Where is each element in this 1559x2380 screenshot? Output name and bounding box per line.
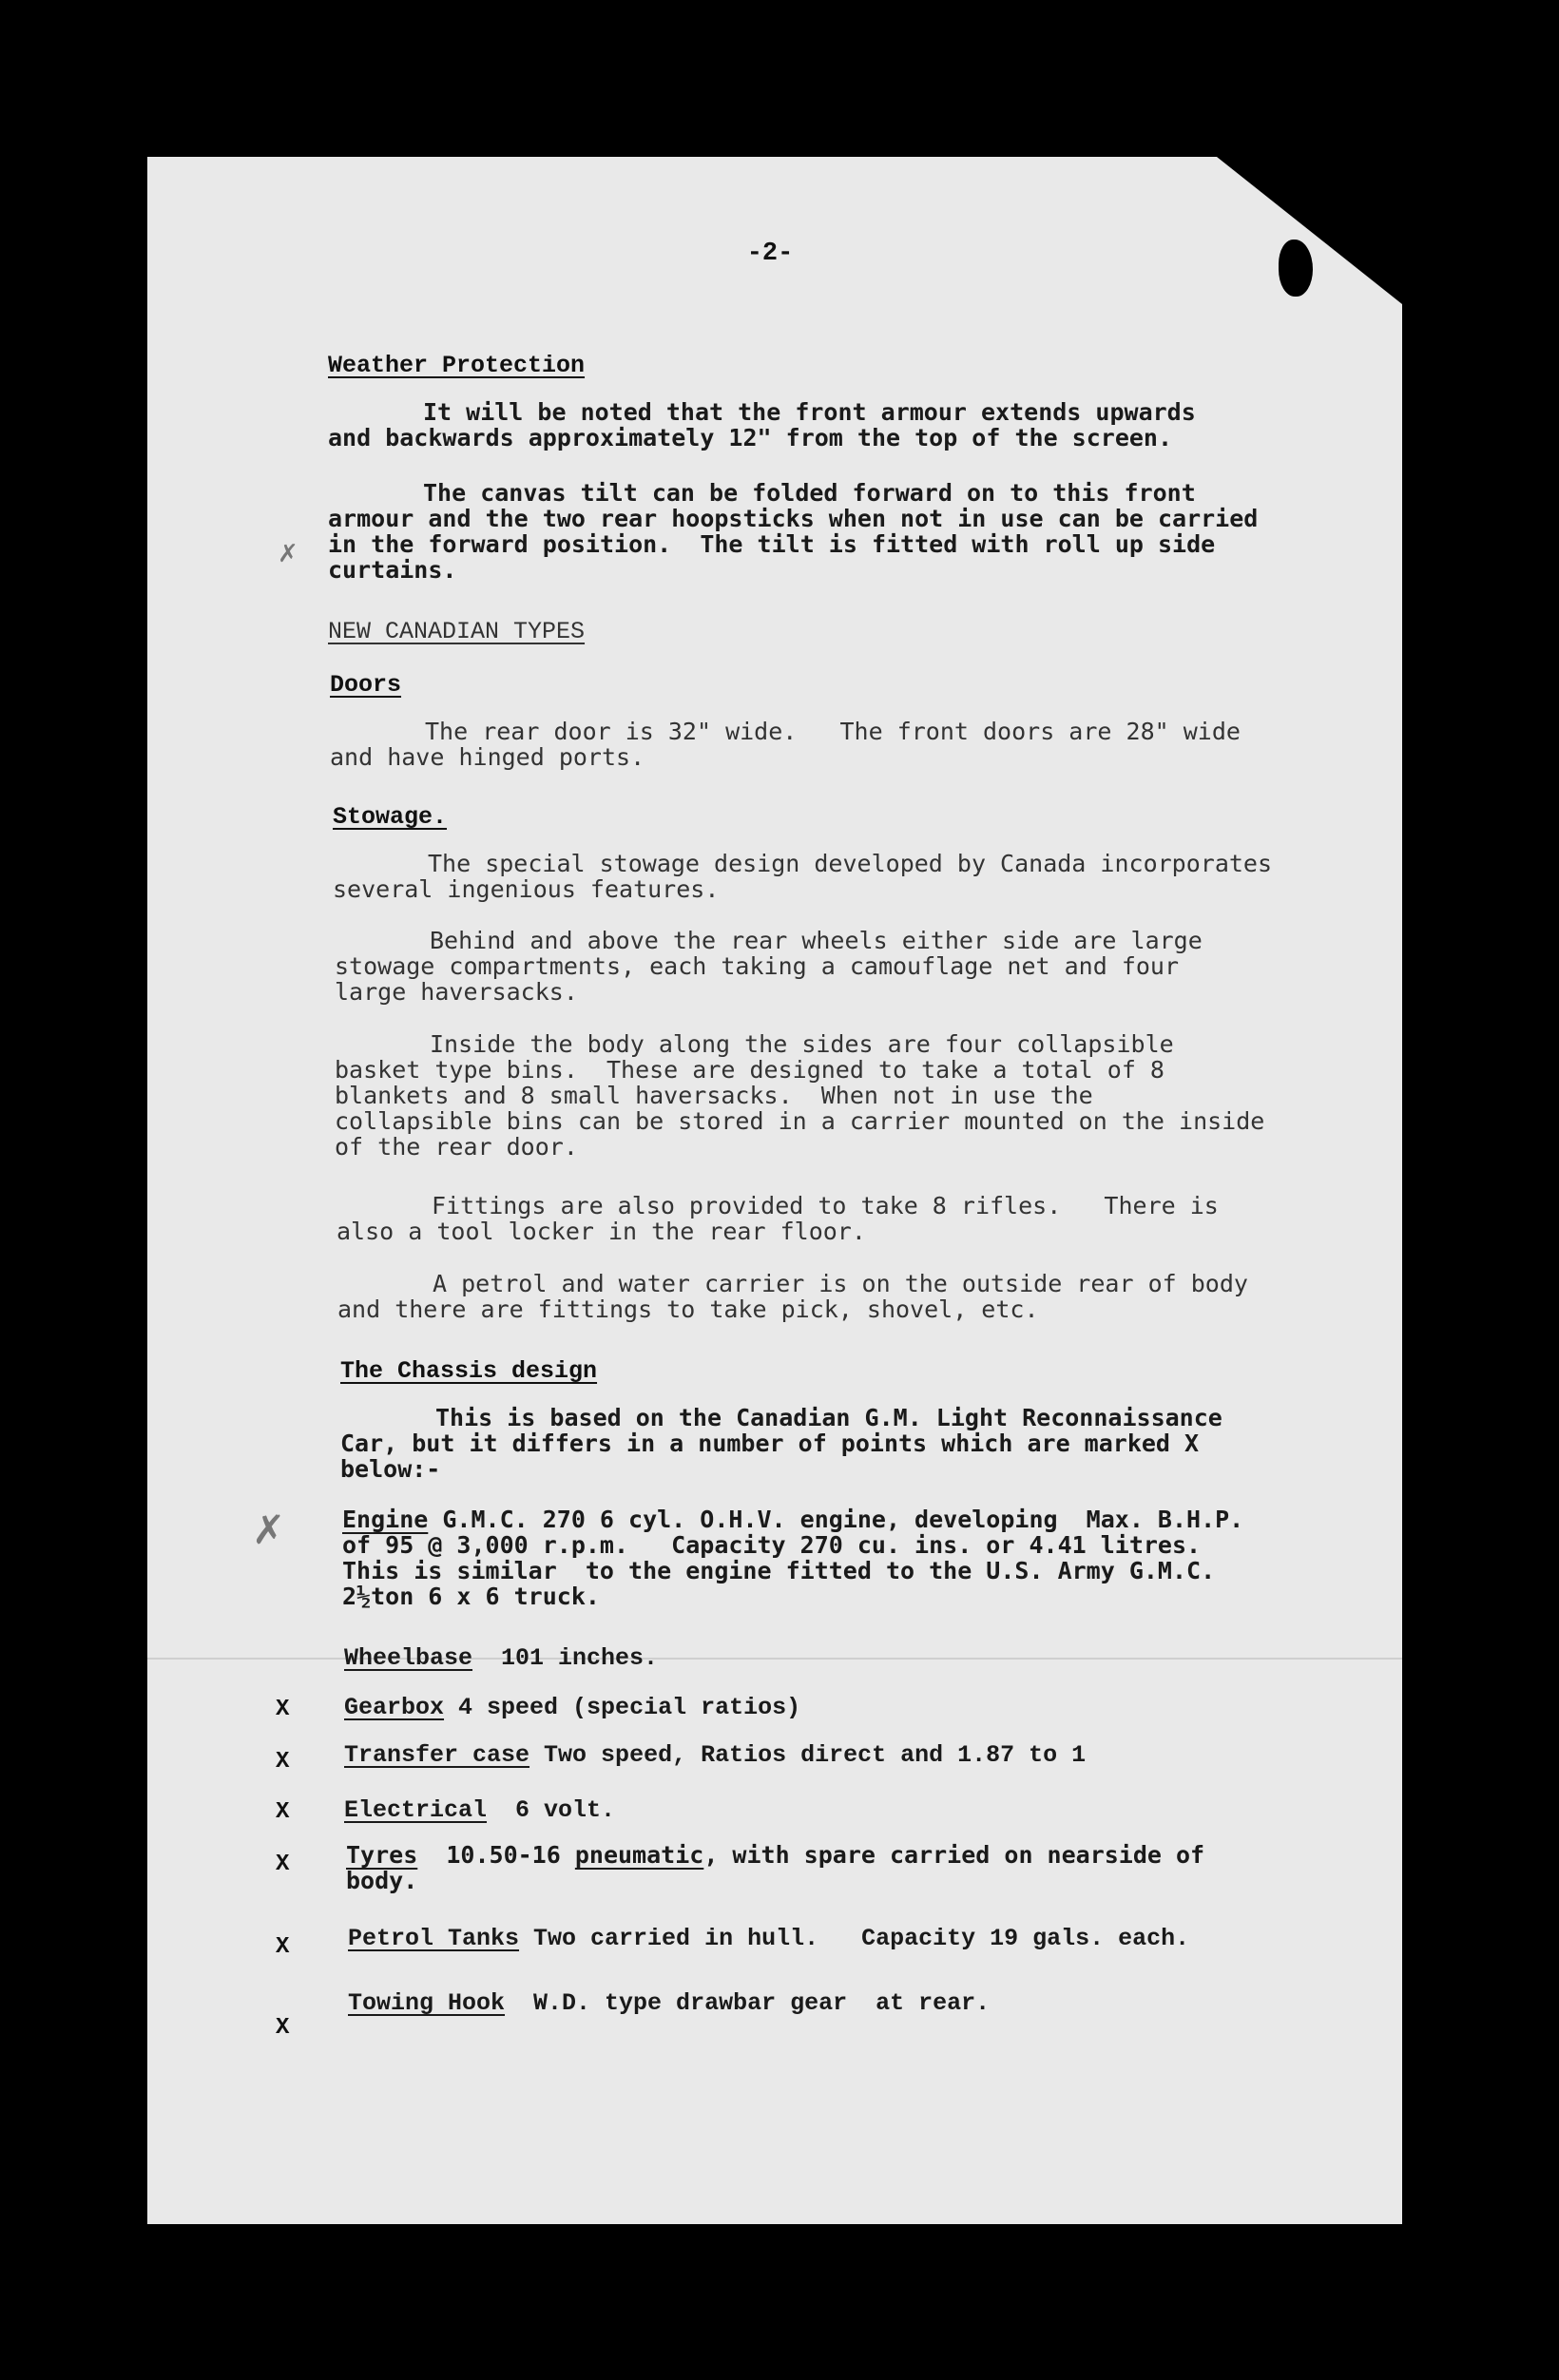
- weather-para-1: It will be noted that the front armour extends upwards and backwards approximately 12" from the top of the screen.: [328, 398, 1196, 451]
- change-marker: X: [276, 1697, 290, 1722]
- towing-hook-label: Towing Hook: [348, 1989, 506, 2017]
- transfer-case-label: Transfer case: [344, 1741, 530, 1769]
- stowage-para-2: Behind and above the rear wheels either side are large stowage compartments, each taking a camouflage net and four large haversacks.: [335, 927, 1203, 1006]
- weather-para-2: The canvas tilt can be folded forward on to this front armour and the two rear hoopsticks when not in use can be carried in the forward position. The tilt is fitted with roll up side curtains.: [328, 479, 1259, 584]
- tyres-spec: [346, 1842, 1525, 1893]
- engine-text: G.M.C. 270 6 cyl. O.H.V. engine, developing Max. B.H.P. of 95 @ 3,000 r.p.m. Capacity 270 cu. ins. or 4.41 litres. This is similar to the engine fitted to the U.S. Army G.M.C. 2½ton 6 x 6 truck.: [342, 1506, 1244, 1610]
- petrol-tanks-spec: [348, 1925, 1189, 1952]
- weather-heading: Weather Protection: [328, 352, 586, 379]
- chassis-para: This is based on the Canadian G.M. Light Reconnaissance Car, but it differs in a number of points which are marked X below:-: [340, 1404, 1222, 1483]
- change-marker: X: [276, 1749, 290, 1775]
- transfer-case-text: Two speed, Ratios direct and 1.87 to 1: [529, 1741, 1087, 1769]
- towing-hook-text: W.D. type drawbar gear at rear.: [505, 1989, 991, 2017]
- doors-heading: Doors: [330, 671, 402, 699]
- stowage-para-4: Fittings are also provided to take 8 rifles. There is also a tool locker in the rear floor.: [337, 1192, 1219, 1245]
- page-number: -2-: [746, 240, 794, 268]
- punch-hole: [1279, 240, 1313, 297]
- margin-check-mark: ✗: [252, 1507, 286, 1553]
- petrol-tanks-text: Two carried in hull. Capacity 19 gals. each.: [519, 1925, 1190, 1952]
- new-types-heading: NEW CANADIAN TYPES: [328, 618, 586, 645]
- document-page: [147, 157, 1402, 2224]
- engine-label: Engine: [342, 1506, 429, 1533]
- tyres-text: 10.50-16: [417, 1841, 575, 1869]
- gearbox-spec: [344, 1694, 800, 1721]
- tyres-text-end: , with spare carried on nearside of body.: [346, 1841, 1205, 1894]
- doors-para: The rear door is 32" wide. The front doors are 28" wide and have hinged ports.: [330, 718, 1241, 771]
- electrical-spec: [344, 1796, 615, 1824]
- wheelbase-label: Wheelbase: [344, 1644, 473, 1672]
- stowage-para-3: Inside the body along the sides are four collapsible basket type bins. These are designed to take a total of 8 blankets and 8 small haversacks. When not in use the collapsible bins can be stored in a carrier mounted on the inside of the rear door.: [335, 1030, 1265, 1161]
- electrical-text: 6 volt.: [487, 1796, 616, 1824]
- engine-spec: [342, 1507, 1521, 1609]
- towing-hook-spec: [348, 1989, 990, 2017]
- change-marker: X: [276, 2015, 290, 2041]
- change-marker: X: [276, 1852, 290, 1877]
- gearbox-text: 4 speed (special ratios): [444, 1694, 801, 1721]
- petrol-tanks-label: Petrol Tanks: [348, 1925, 520, 1952]
- tyres-pneumatic: pneumatic: [574, 1841, 704, 1869]
- wheelbase-text: 101 inches.: [472, 1644, 659, 1672]
- gearbox-label: Gearbox: [344, 1694, 445, 1721]
- fold-line: [147, 1658, 1402, 1660]
- margin-check-mark: ✗: [278, 540, 298, 568]
- change-marker: X: [276, 1934, 290, 1960]
- stowage-heading: Stowage.: [333, 803, 448, 831]
- wheelbase-spec: [344, 1644, 658, 1672]
- electrical-label: Electrical: [344, 1796, 488, 1824]
- transfer-case-spec: [344, 1741, 1086, 1769]
- change-marker: X: [276, 1799, 290, 1825]
- chassis-heading: The Chassis design: [340, 1357, 598, 1385]
- stowage-para-5: A petrol and water carrier is on the outside rear of body and there are fittings to take pick, shovel, etc.: [337, 1270, 1248, 1323]
- stowage-para-1: The special stowage design developed by Canada incorporates several ingenious features.: [333, 850, 1273, 903]
- tyres-label: Tyres: [346, 1841, 418, 1869]
